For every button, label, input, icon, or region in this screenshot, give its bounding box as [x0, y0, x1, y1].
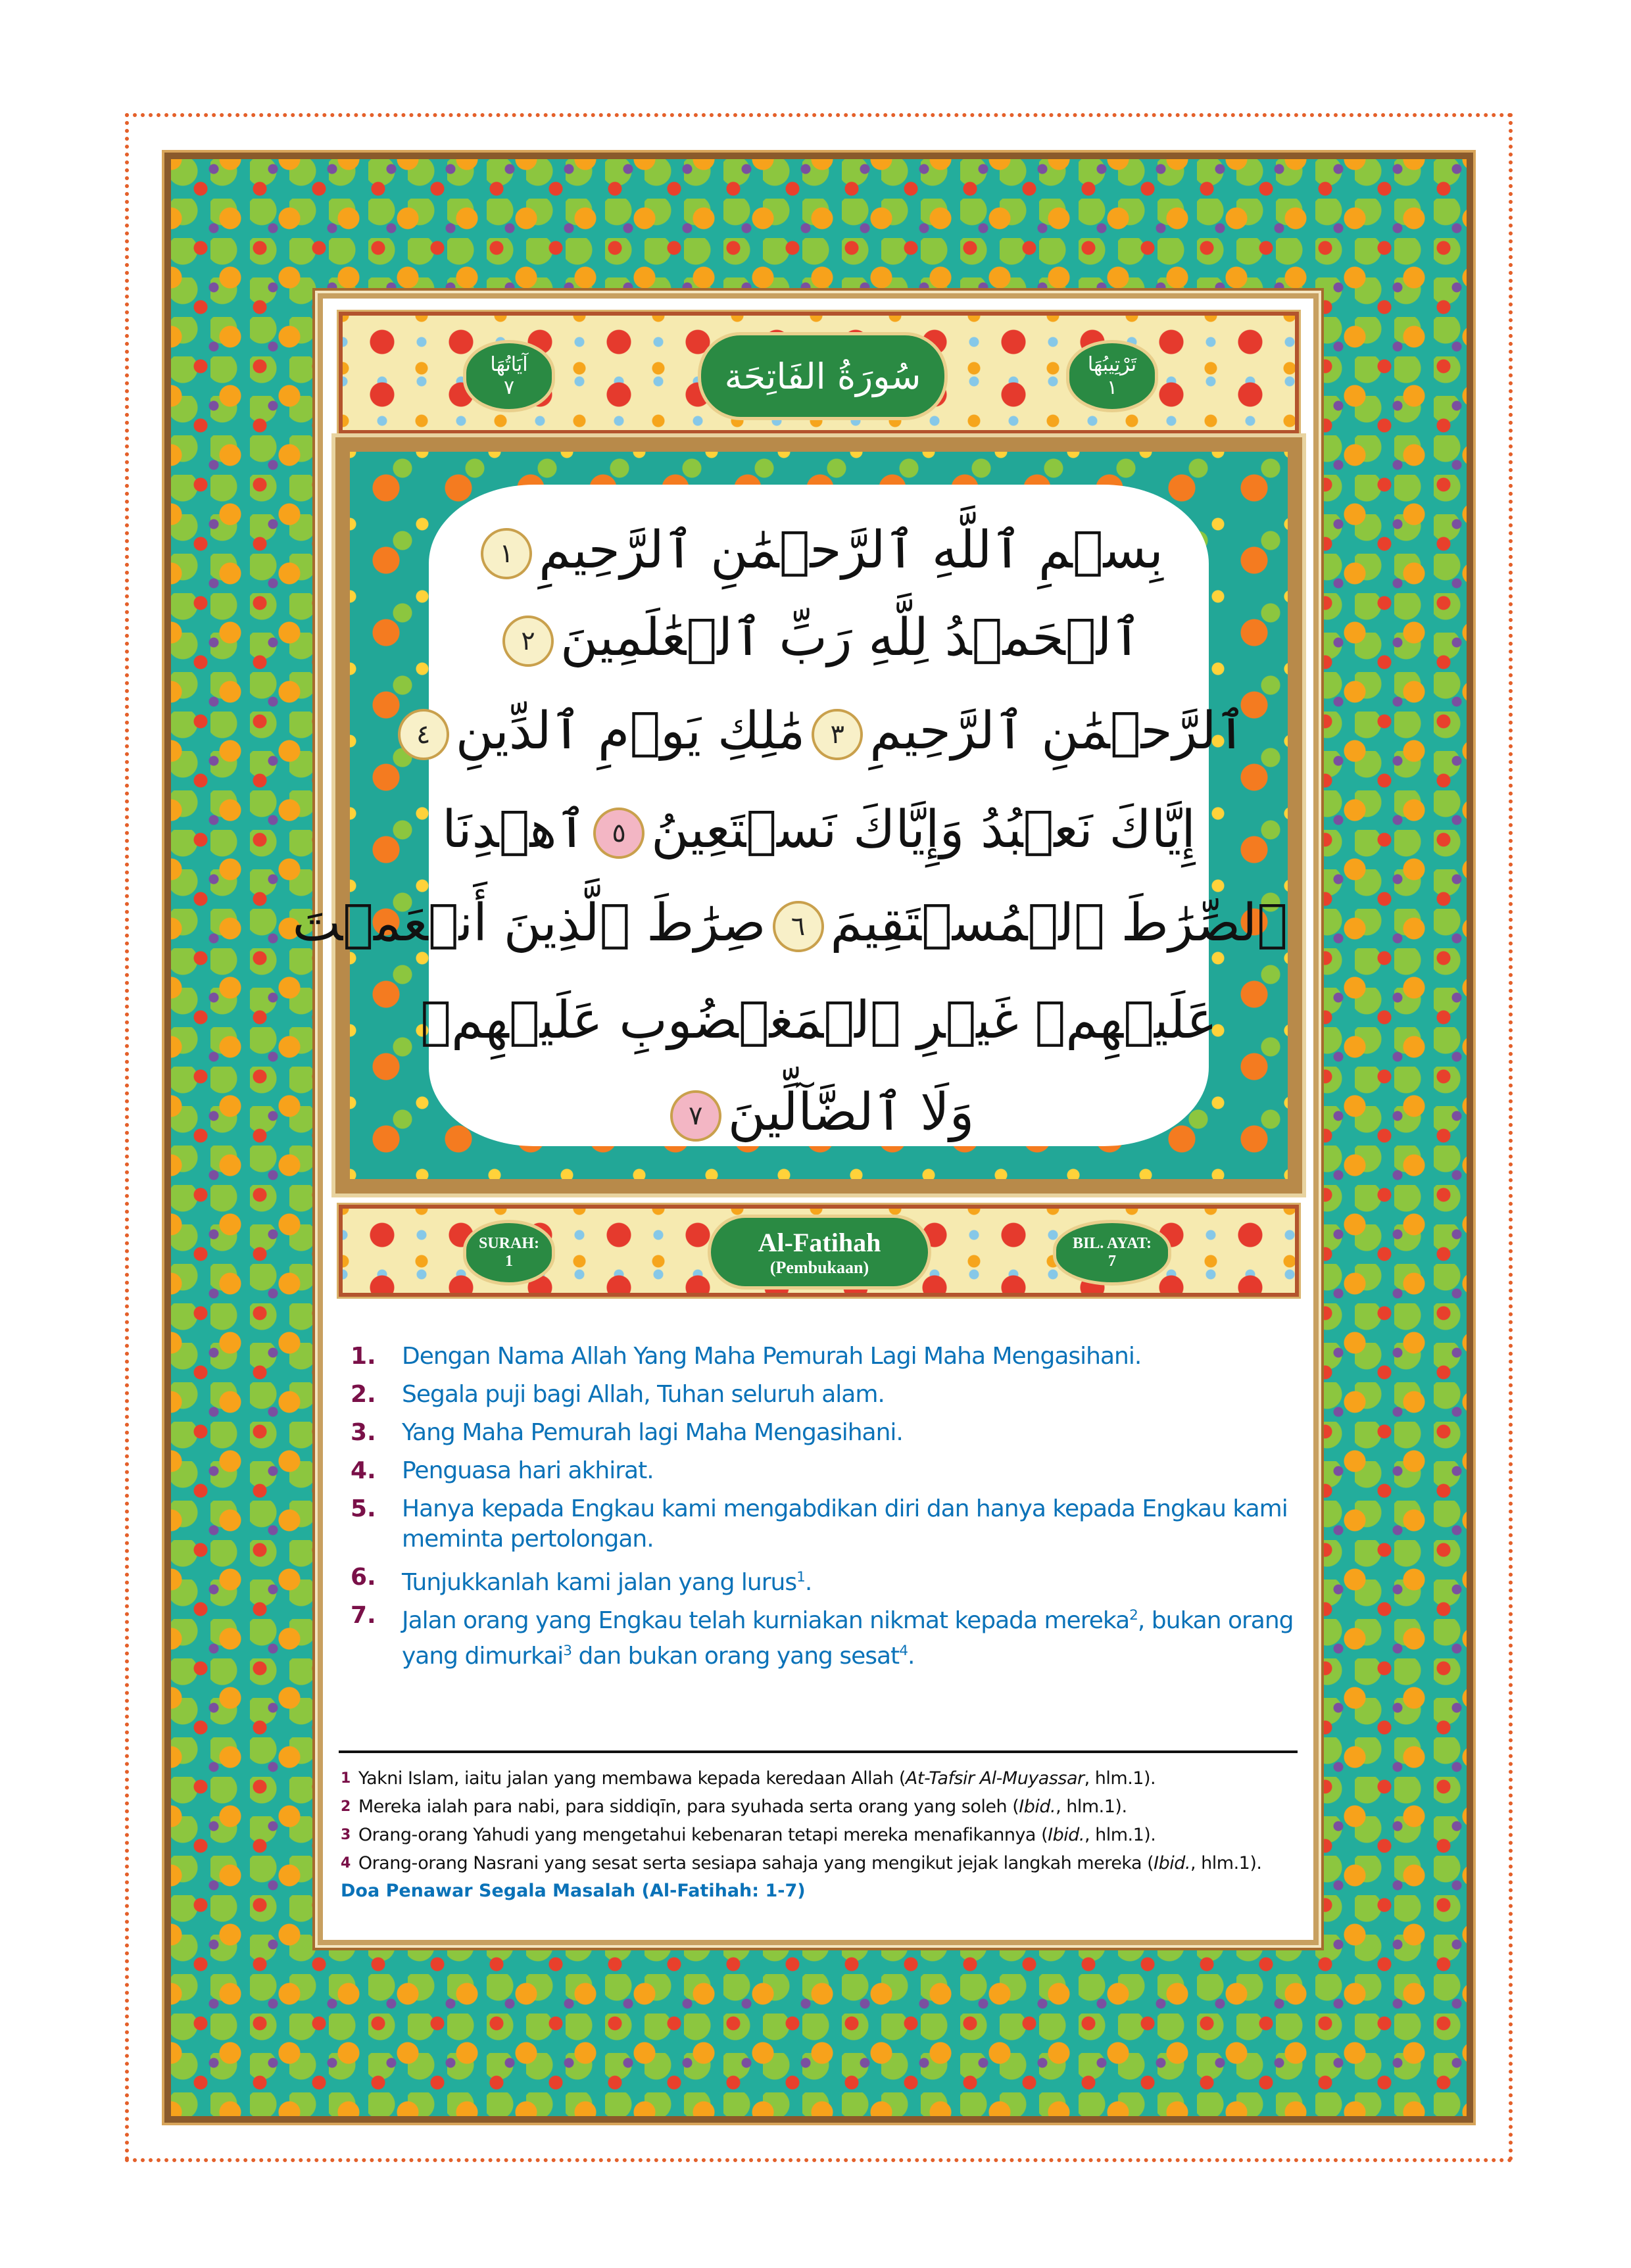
- translation-text-part: .: [907, 1643, 915, 1670]
- surah-name-cartouche: [711, 1218, 928, 1286]
- footnote-2: [341, 1796, 1127, 1818]
- footnote-source: Ibid.: [1019, 1797, 1056, 1817]
- footnote-ref[interactable]: 3: [563, 1643, 572, 1659]
- footnote-source: Ibid.: [1154, 1853, 1190, 1873]
- footnote-number: 1: [341, 1770, 351, 1787]
- ayat-count-medallion-latin: [1056, 1223, 1168, 1282]
- footnote-number: 2: [341, 1798, 351, 1815]
- ayat-count-ar: ٧: [503, 376, 515, 399]
- verse-text: مَٰلِكِ يَوۡمِ ٱلدِّينِ: [455, 702, 806, 761]
- translation-text-part: , bukan orang yang dimurkai: [402, 1607, 1294, 1670]
- ayah-number-badge: ١: [481, 528, 532, 579]
- footnote-ref[interactable]: 4: [899, 1643, 908, 1659]
- ayah-line-6: [350, 991, 1288, 1050]
- surah-number: 1: [505, 1253, 513, 1270]
- translation-text-part: Tunjukkanlah kami jalan yang lurus: [402, 1569, 797, 1596]
- footnote-divider: [339, 1750, 1298, 1753]
- verse-text: إِيَّاكَ نَعۡبُدُ وَإِيَّاكَ نَسۡتَعِينُ: [651, 800, 1196, 859]
- ayah-line-5: [292, 894, 1288, 953]
- ayat-label-ar: آيَاتُهَا: [490, 353, 528, 376]
- translation-number: 2.: [351, 1381, 376, 1408]
- footnote-number: 3: [341, 1827, 351, 1843]
- translation-text: Yang Maha Pemurah lagi Maha Mengasihani.: [402, 1419, 903, 1446]
- ayat-label: BIL. AYAT:: [1072, 1235, 1152, 1252]
- translation-number: 4.: [351, 1457, 376, 1484]
- ayah-line-1: [350, 521, 1288, 580]
- footnote-ref[interactable]: 1: [796, 1569, 805, 1585]
- surah-meaning: (Pembukaan): [769, 1257, 869, 1277]
- ayah-number-badge: ٦: [773, 901, 824, 952]
- ayah-number-badge: ٢: [502, 615, 554, 667]
- ayah-line-2: [350, 608, 1288, 667]
- ayat-count: 7: [1108, 1253, 1116, 1270]
- verse-text: وَلَا ٱلضَّآلِّينَ: [727, 1083, 975, 1142]
- footnote-text: , hlm.1).: [1190, 1853, 1262, 1873]
- translation-text: Hanya kepada Engkau kami mengabdikan diri dan hanya kepada Engkau kami meminta pertolongan.: [402, 1495, 1288, 1553]
- footnote-text: Orang-orang Yahudi yang mengetahui kebenaran tetapi mereka menafikannya (: [358, 1825, 1048, 1845]
- surah-number-medallion: [466, 1223, 552, 1282]
- footnote-text: , hlm.1).: [1056, 1797, 1127, 1817]
- verse-text: بِسۡمِ ٱللَّهِ ٱلرَّحۡمَٰنِ ٱلرَّحِيمِ: [539, 521, 1163, 580]
- order-medallion: [1069, 343, 1155, 409]
- footnote-text: , hlm.1).: [1084, 1825, 1156, 1845]
- translation-number: 6.: [351, 1564, 376, 1591]
- translation-number: 3.: [351, 1419, 376, 1446]
- footnote-4: [341, 1852, 1261, 1875]
- translation-text: [402, 1601, 1296, 1672]
- translation-text: Segala puji bagi Allah, Tuhan seluruh alam.: [402, 1381, 885, 1408]
- translation-number: 7.: [351, 1602, 376, 1629]
- translation-number: 5.: [351, 1495, 376, 1522]
- order-number-ar: ١: [1106, 376, 1118, 399]
- translation-text: [402, 1562, 1296, 1598]
- verse-text: ٱلصِّرَٰطَ ٱلۡمُسۡتَقِيمَ: [830, 894, 1288, 953]
- ayah-number-badge: ٤: [398, 709, 449, 760]
- verse-text: صِرَٰطَ ٱلَّذِينَ أَنۡعَمۡتَ: [292, 894, 766, 953]
- ayah-line-3: [350, 702, 1288, 761]
- surah-title-ar: سُورَةُ الفَاتِحَة: [724, 355, 921, 397]
- verse-text: ٱلۡحَمۡدُ لِلَّهِ رَبِّ ٱلۡعَٰلَمِينَ: [560, 608, 1142, 667]
- doa-title: Doa Penawar Segala Masalah (Al-Fatihah: 1-7): [341, 1881, 806, 1901]
- ayah-line-4: [350, 800, 1288, 859]
- verse-text: ٱلرَّحۡمَٰنِ ٱلرَّحِيمِ: [869, 702, 1247, 761]
- surah-label: SURAH:: [478, 1235, 539, 1252]
- translation-text: Dengan Nama Allah Yang Maha Pemurah Lagi Maha Mengasihani.: [402, 1343, 1142, 1370]
- quran-text-box: [292, 437, 1302, 1194]
- footnote-text: Orang-orang Nasrani yang sesat serta sesiapa sahaja yang mengikut jejak langkah mereka (: [358, 1853, 1154, 1873]
- verse-text: ٱهۡدِنَا: [442, 800, 587, 859]
- translation-text: Penguasa hari akhirat.: [402, 1457, 654, 1484]
- footnote-ref[interactable]: 2: [1129, 1607, 1138, 1624]
- footnote-source: Ibid.: [1048, 1825, 1084, 1845]
- translation-number: 1.: [351, 1343, 376, 1370]
- surah-info-band: [339, 1205, 1299, 1297]
- footnote-text: , hlm.1).: [1084, 1768, 1156, 1789]
- footnote-1: [341, 1768, 1156, 1790]
- translation-text-part: dan bukan orang yang sesat: [572, 1643, 900, 1670]
- footnote-text: Mereka ialah para nabi, para siddiqīn, para syuhada serta orang yang soleh (: [358, 1797, 1019, 1817]
- footnote-text: Yakni Islam, iaitu jalan yang membawa kepada keredaan Allah (: [358, 1768, 906, 1789]
- ayah-number-badge: ٧: [670, 1090, 721, 1142]
- surah-name: Al-Fatihah: [758, 1227, 881, 1257]
- ayah-number-badge: ٣: [812, 709, 863, 760]
- ayah-number-badge: ٥: [593, 808, 645, 859]
- surah-title-cartouche: [701, 335, 944, 417]
- translation-text-part: .: [804, 1569, 812, 1596]
- surah-header-band: [339, 312, 1299, 434]
- ayat-count-medallion: [466, 343, 552, 409]
- footnote-3: [341, 1824, 1156, 1846]
- footnote-number: 4: [341, 1855, 351, 1871]
- translation-text-part: Jalan orang yang Engkau telah kurniakan nikmat kepada mereka: [402, 1607, 1130, 1634]
- order-label-ar: تَرْتِيبُهَا: [1087, 353, 1137, 376]
- verse-text: عَلَيۡهِمۡ غَيۡرِ ٱلۡمَغۡضُوبِ عَلَيۡهِمۡ: [420, 991, 1217, 1050]
- ayah-line-7: [350, 1083, 1288, 1142]
- footnote-source: At-Tafsir Al-Muyassar: [905, 1768, 1084, 1789]
